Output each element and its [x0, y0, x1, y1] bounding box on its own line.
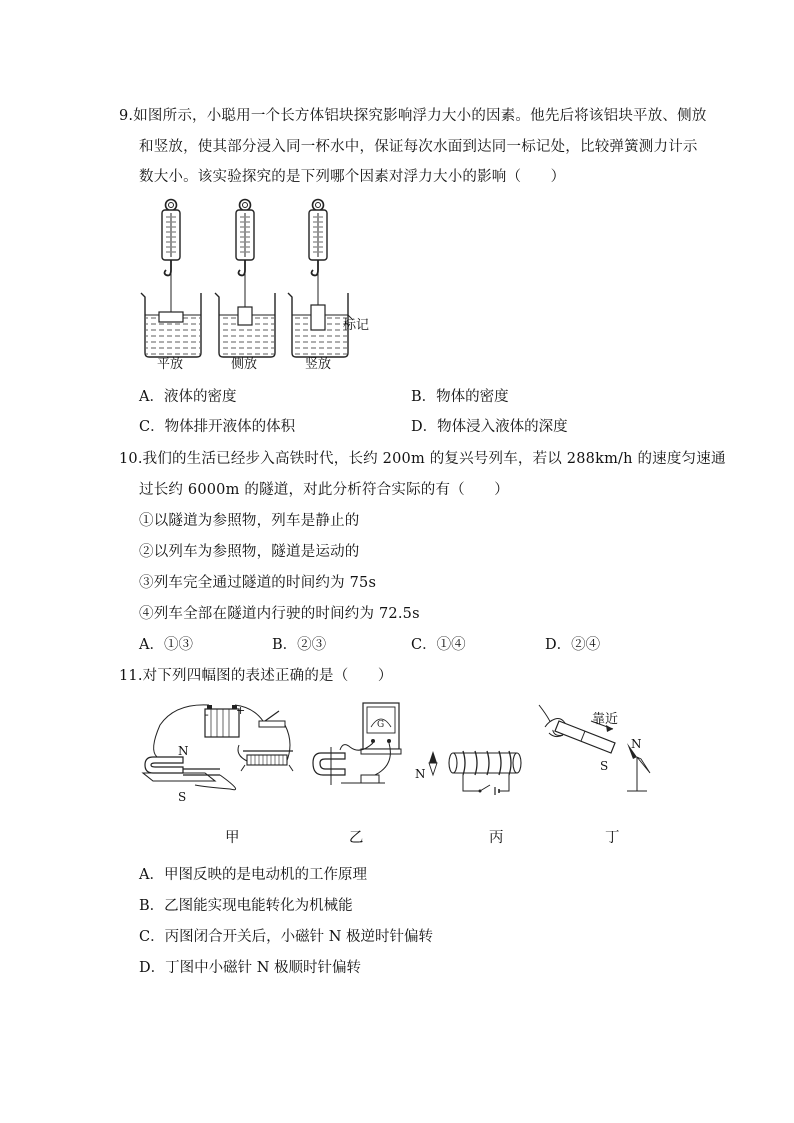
fig-label-side: 侧放: [231, 357, 258, 372]
jia-s-label: S: [178, 790, 187, 804]
svg-text:G: G: [377, 720, 385, 730]
q10-option-a[interactable]: A．①③: [139, 637, 193, 653]
jia-minus-label: -: [205, 708, 209, 721]
q9-option-a[interactable]: A．液体的密度: [139, 389, 237, 405]
q11-option-a[interactable]: A．甲图反映的是电动机的工作原理: [139, 867, 367, 883]
q10-statement-4: ④列车全部在隧道内行驶的时间约为 72.5s: [139, 606, 420, 622]
q10-line-1: 10.我们的生活已经步入高铁时代，长约 200m 的复兴号列车，若以 288km/h 的速度匀速通: [119, 451, 726, 467]
q11-figures: [135, 695, 665, 810]
q9-line-3: 数大小。该实验探究的是下列哪个因素对浮力大小的影响（ ）: [139, 169, 566, 185]
fig-label-ding: 丁: [605, 830, 620, 846]
q11-line-1: 11.对下列四幅图的表述正确的是（ ）: [119, 668, 393, 684]
ding-approach-label: 靠近: [592, 712, 619, 727]
fig-label-yi: 乙: [349, 830, 364, 846]
q11-option-d[interactable]: D．丁图中小磁针 N 极顺时针偏转: [139, 960, 362, 976]
q10-statement-1: ①以隧道为参照物，列车是静止的: [139, 513, 360, 529]
mark-label: 标记: [343, 318, 370, 333]
q9-line-1: 9.如图所示，小聪用一个长方体铝块探究影响浮力大小的因素。他先后将该铝块平放、侧放: [119, 108, 707, 124]
q11-option-b[interactable]: B．乙图能实现电能转化为机械能: [139, 898, 353, 914]
jia-n-label: N: [178, 744, 189, 758]
q9-option-b[interactable]: B．物体的密度: [411, 389, 509, 405]
q9-option-d[interactable]: D．物体浸入液体的深度: [411, 419, 568, 435]
fig-label-flat: 平放: [157, 357, 184, 372]
fig-jia: [143, 705, 293, 790]
q9-line-2: 和竖放，使其部分浸入同一杯水中，保证每次水面到达同一标记处，比较弹簧测力计示: [139, 139, 698, 155]
q10-option-b[interactable]: B．②③: [272, 637, 327, 653]
fig-bing: [429, 751, 521, 795]
spring-scale-1: [162, 200, 180, 313]
fig-label-upright: 竖放: [305, 357, 332, 372]
ding-n-label: N: [631, 737, 642, 751]
q10-line-2: 过长约 6000m 的隧道，对此分析符合实际的有（ ）: [139, 482, 509, 498]
fig-yi: [313, 703, 401, 785]
ding-s-label: S: [600, 759, 609, 773]
bing-n-label: N: [415, 767, 426, 781]
fig-label-jia: 甲: [225, 830, 240, 846]
q9-figure: [135, 195, 375, 375]
q11-option-c[interactable]: C．丙图闭合开关后，小磁针 N 极逆时针偏转: [139, 929, 433, 945]
fig-label-bing: 丙: [489, 830, 504, 846]
spring-scale-2: [236, 200, 254, 308]
q10-option-c[interactable]: C．①④: [411, 637, 466, 653]
jia-plus-label: +: [236, 704, 246, 717]
q9-option-c[interactable]: C．物体排开液体的体积: [139, 419, 296, 435]
q10-statement-3: ③列车完全通过隧道的时间约为 75s: [139, 575, 377, 591]
q10-statement-2: ②以列车为参照物，隧道是运动的: [139, 544, 360, 560]
q10-option-d[interactable]: D．②④: [545, 637, 601, 653]
spring-scale-3: [309, 200, 327, 306]
